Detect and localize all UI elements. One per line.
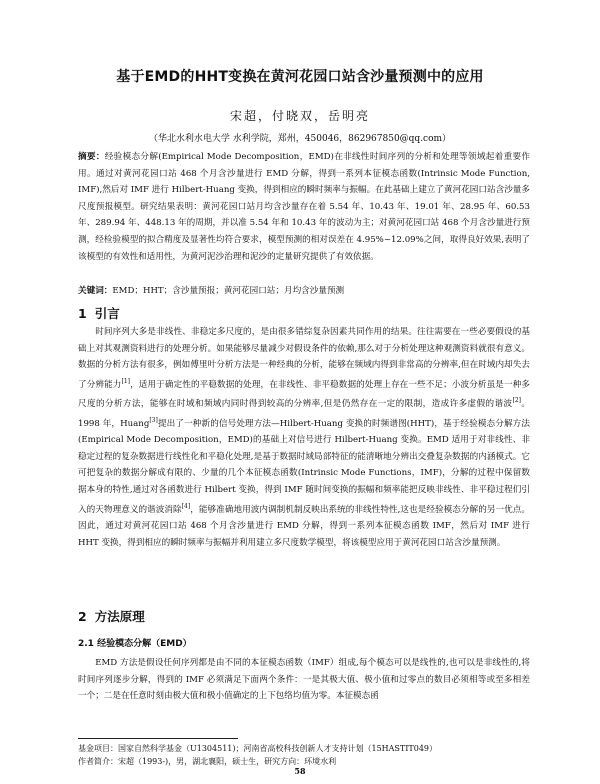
section-2-1-heading: [78, 636, 192, 649]
section-1-text-b: ，适用于确定性的平稳数据的处理，在非线性、非平稳数据的处理上存在一些不足；小波分析虽是一种多尺度的分析方法，能够在时域和频域内同时得到较高的分辨率,但是仍然存在一定的限制，造成许多虚假的谐波: [78, 379, 530, 410]
footnote-author: 作者简介：宋超（1993-)，男，湖北襄阳，硕士生，研究方向：环境水利: [78, 757, 337, 766]
abstract-text: 经验模态分解(Empirical Mode Decomposition，EMD)在非线性时间序列的分析和处理等领域起着重要作用。通过对黄河花园口站 468 个月含沙量进行 EMD 分解，得到一系列本征模态函数(Intrinsic Mode Function, IMF),然后对 IMF 进行 Hilbert-Huang 变换，得到相应的瞬时频率与振幅。在此基础上建立了黄河花园口站含沙量多尺度预报模型。研究结果表明：黄河花园口站月均含沙量存在着 5.54 年、10.43 年、19.01 年、28.95 年、60.53 年、289.94 年、448.13 年的周期，并以准 5.54 年和 10.43 年的波动为主；对黄河花园口站 468 个月含沙量进行预测，经检验模型的拟合精度及显著性均符合要求，模型预测的相对误差在 4.95%~12.09%之间，取得良好效果,表明了该模型的有效性和适用性，为黄河泥沙治理和泥沙的定量研究提供了有效依据。: [78, 152, 530, 262]
section-1-text-a: 时间序列大多是非线性、非稳定多尺度的，是由很多错综复杂因素共同作用的结果。往往需要在一些必要假设的基础上对其观测资料进行的处理分析。如果能够尽量减少对假设条件的依赖,那么对于分析处理这种观测资料就很有意义。数据的分析方法有很多，例如傅里叶分析方法是一种经典的分析，能够在频域内得到非常高的分辨率,但在时域内却失去了分辨能力: [78, 327, 530, 390]
section-2-1-title: 经验模态分解（EMD）: [97, 639, 192, 649]
abstract: [78, 149, 530, 265]
citation-2: [2]: [512, 397, 521, 405]
footnote-rule: [78, 738, 238, 739]
section-1-number: 1: [78, 306, 87, 321]
keywords-text: EMD；HHT；含沙量预报；黄河花园口站；月均含沙量预测: [112, 286, 345, 296]
citation-3: [3]: [149, 416, 158, 424]
section-1-text-e: ，能够准确地用波内调制机制反映出系统的非线性特性,这也是经验模态分解的另一优点。因此，通过对黄河花园口站 468 个月含沙量进行 EMD 分解，得到一系列本征模态函数 IMF，然后对 IMF 进行 HHT 变换，得到相应的瞬时频率与振幅并利用建立多尺度数学模型，将该模型应用于黄河花园口站含沙量预测。: [78, 504, 530, 548]
abstract-label: 摘要：: [78, 152, 105, 162]
section-2-number: 2: [78, 609, 87, 624]
citation-4: [4]: [181, 502, 191, 510]
section-1-heading: [78, 304, 128, 322]
page-number: 58: [294, 766, 306, 776]
paper-title: 基于EMD的HHT变换在黄河花园口站含沙量预测中的应用: [116, 69, 484, 85]
citation-1: [1]: [121, 377, 130, 385]
author-list: 宋超，付晓双，岳明亮: [229, 109, 370, 123]
section-2-1-paragraph: EMD 方法是假设任何序列都是由不同的本征模态函数（IMF）组成,每个模态可以是线性的,也可以是非线性的,将时间序列逐步分解，得到的 IMF 必须满足下面两个条件：一是其极大值、极小值和过零点的数目必须相等或至多相差一个；二是在任意时刻由极大值和极小值确定的上下包络均值为零。本征模态函: [78, 658, 530, 702]
keywords: [78, 284, 530, 296]
section-1-paragraph: [78, 324, 530, 551]
section-1-text-d: 提出了一种新的信号处理方法—Hilbert-Huang 变换的时频谱图(HHT)，基于经验模态分解方法(Empirical Mode Decomposition，EMD)的基础上对信号进行 Hilbert-Huang 变换。EMD 适用于对非线性、非稳定过程的复杂数据进行线性化和平稳化处理,是基于数据时域局部特征的能清晰地分辨出交叠复杂数据的内涵模式。它可把复杂的数据分解成有限的、少量的几个本征模态函数(Intrinsic Mode Functions，IMF)，分解的过程中保留数据本身的特性,通过对各函数进行 Hilbert 变换，得到 IMF 随时间变换的振幅和频率能把反映非线性、非平稳过程们引入的天物理意义的谐波消除: [78, 418, 530, 515]
keywords-label: 关键词：: [78, 286, 113, 296]
section-1-text-c: 。1998 年，Huang: [78, 399, 530, 429]
section-2-heading: [78, 607, 153, 625]
section-2-1-number: 2.1: [78, 639, 94, 649]
footnote-funding: 基金项目：国家自然科学基金（U1304511)；河南省高校科技创新人才支持计划（15HASTIT049）: [78, 744, 438, 753]
affiliation: （华北水利水电大学 水利学院，郑州，450046，862967850@qq.com）: [148, 134, 452, 144]
section-2-title: 方法原理: [94, 609, 145, 624]
section-1-title: 引言: [94, 306, 120, 321]
